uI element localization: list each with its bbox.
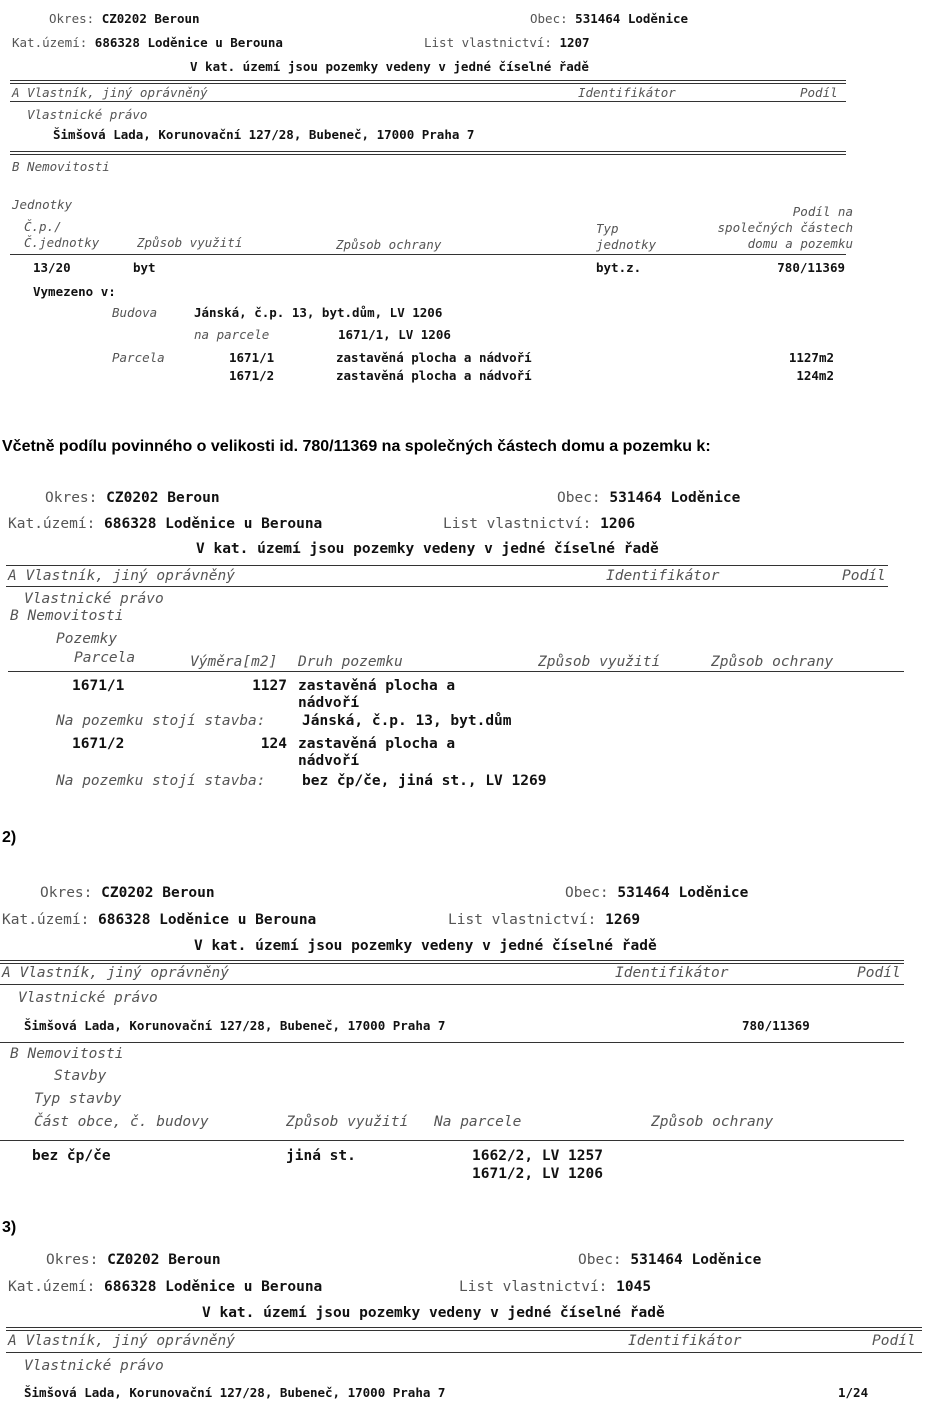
druh-header: Druh pozemku (298, 654, 403, 670)
vlastnicke-pravo-label: Vlastnické právo (24, 591, 164, 607)
parcel-id: 1671/2 (72, 736, 125, 752)
obec-value: 531464 Loděnice (617, 885, 749, 901)
section-a-heading: A Vlastník, jiný oprávněný (8, 1333, 235, 1349)
section-b-heading: B Nemovitosti (12, 159, 110, 174)
vlastnicke-pravo-label: Vlastnické právo (18, 990, 158, 1006)
stavba-value: Jánská, č.p. 13, byt.dům (302, 713, 512, 729)
divider (6, 1352, 922, 1353)
parcel-area: 1127 (252, 678, 287, 694)
stavba-label: Na pozemku stojí stavba: (56, 713, 266, 729)
cadastre-title: V kat. území jsou pozemky vedeny v jedné číselné řadě (190, 59, 589, 74)
unit-type: byt.z. (596, 260, 642, 275)
owner-name: Šimšová Lada, Korunovační 127/28, Bubeneč, 17000 Praha 7 (24, 1385, 446, 1400)
spolecnych-header: společných částech (717, 220, 853, 235)
katuzemi-value: 686328 Loděnice u Berouna (98, 912, 317, 928)
cadastre-title: V kat. území jsou pozemky vedeny v jedné číselné řadě (194, 938, 657, 954)
obec-value: 531464 Loděnice (575, 11, 689, 26)
zpusob-ochrany-header: Způsob ochrany (711, 654, 834, 670)
divider (0, 1042, 904, 1043)
divider (0, 1140, 904, 1141)
parcel-area: 124m2 (796, 368, 834, 383)
unit-use: byt (133, 260, 156, 275)
lv-label: List vlastnictví: (443, 516, 592, 532)
typ-stavby-label: Typ stavby (34, 1091, 122, 1107)
section-a-heading: A Vlastník, jiný oprávněný (12, 85, 208, 100)
lv-value: 1269 (605, 912, 641, 928)
budova-value: Jánská, č.p. 13, byt.dům, LV 1206 (194, 305, 443, 320)
zpusob-ochrany-header: Způsob ochrany (336, 237, 442, 252)
divider (10, 80, 846, 84)
identifikator-header: Identifikátor (615, 965, 729, 981)
obec-label: Obec: (557, 490, 601, 506)
parcela-header: Parcela (74, 650, 136, 666)
divider (6, 565, 888, 566)
divider (8, 671, 904, 672)
obec-label: Obec: (578, 1252, 622, 1268)
lv-label: List vlastnictví: (448, 912, 597, 928)
owner-share: 780/11369 (742, 1018, 810, 1033)
cadastre-title: V kat. území jsou pozemky vedeny v jedné číselné řadě (196, 541, 659, 557)
zpusob-vyuziti-header: Způsob využití (137, 235, 243, 250)
lv-label: List vlastnictví: (424, 35, 552, 50)
pozemky-label: Pozemky (56, 631, 118, 647)
parcel-area: 124 (260, 736, 287, 752)
parcel-id: 1671/1 (229, 350, 275, 365)
section-b-heading: B Nemovitosti (10, 608, 124, 624)
divider (10, 151, 846, 155)
obec-value: 531464 Loděnice (630, 1252, 762, 1268)
okres-value: CZ0202 Beroun (106, 490, 220, 506)
jednotky-label: Jednotky (12, 197, 73, 212)
vlastnicke-pravo-label: Vlastnické právo (27, 107, 148, 122)
katuzemi-label: Kat.území: (12, 35, 88, 50)
divider (10, 254, 846, 255)
divider (10, 101, 846, 102)
na-parcele-label: na parcele (194, 327, 270, 342)
stavba-label: Na pozemku stojí stavba: (56, 773, 266, 789)
na-parcele-value: 1671/1, LV 1206 (338, 327, 451, 342)
parcel-id: 1671/1 (72, 678, 125, 694)
lv-label: List vlastnictví: (459, 1279, 608, 1295)
katuzemi-label: Kat.území: (8, 516, 96, 532)
cast-obce-header: Část obce, č. budovy (34, 1114, 209, 1130)
vymera-header: Výměra[m2] (190, 654, 278, 670)
zpusob-ochrany-header: Způsob ochrany (651, 1114, 774, 1130)
section-3-heading: 3) (2, 1219, 17, 1236)
katuzemi-value: 686328 Loděnice u Berouna (94, 35, 283, 50)
owner-name: Šimšová Lada, Korunovační 127/28, Bubeneč, 17000 Praha 7 (53, 127, 475, 142)
podil-na-header: Podíl na (792, 204, 853, 219)
divider (6, 1327, 922, 1331)
typ-header: Typ (596, 221, 619, 236)
lv-value: 1206 (600, 516, 636, 532)
lv-value: 1045 (616, 1279, 652, 1295)
building-parcel: 1662/2, LV 1257 (472, 1148, 603, 1164)
unit-share: 780/11369 (777, 260, 845, 275)
vlastnicke-pravo-label: Vlastnické právo (24, 1358, 164, 1374)
na-parcele-header: Na parcele (434, 1114, 522, 1130)
zpusob-vyuziti-header: Způsob využití (538, 654, 661, 670)
obec-value: 531464 Loděnice (609, 490, 741, 506)
owner-share: 1/24 (838, 1385, 869, 1400)
parcela-label: Parcela (112, 350, 165, 365)
parcel-type-cont: nádvoří (298, 695, 360, 711)
section-b-heading: B Nemovitosti (10, 1046, 124, 1062)
owner-name: Šimšová Lada, Korunovační 127/28, Bubeneč, 17000 Praha 7 (24, 1018, 446, 1033)
okres-value: CZ0202 Beroun (107, 1252, 221, 1268)
vymezeno-label: Vymezeno v: (33, 284, 116, 299)
budova-label: Budova (112, 305, 158, 320)
zpusob-vyuziti-header: Způsob využití (286, 1114, 409, 1130)
section-2-heading: 2) (2, 829, 17, 846)
cjednotky-header: Č.jednotky (24, 235, 100, 250)
divider (0, 960, 904, 964)
lv-value: 1207 (559, 35, 590, 50)
cadastre-title: V kat. území jsou pozemky vedeny v jedné číselné řadě (202, 1305, 665, 1321)
okres-label: Okres: (40, 885, 93, 901)
identifikator-header: Identifikátor (578, 85, 676, 100)
parcel-type-cont: nádvoří (298, 753, 360, 769)
building-id: bez čp/če (32, 1148, 111, 1164)
podil-header: Podíl (872, 1333, 916, 1349)
parcel-type: zastavěná plocha a (298, 678, 456, 694)
okres-value: CZ0202 Beroun (101, 11, 200, 26)
obec-label: Obec: (565, 885, 609, 901)
cp-header: Č.p./ (24, 219, 62, 234)
section-a-heading: A Vlastník, jiný oprávněný (2, 965, 229, 981)
divider (6, 586, 888, 587)
building-parcel: 1671/2, LV 1206 (472, 1166, 603, 1182)
okres-label: Okres: (45, 490, 98, 506)
building-use: jiná st. (286, 1148, 356, 1164)
parcel-id: 1671/2 (229, 368, 275, 383)
share-note: Včetně podílu povinného o velikosti id. 780/11369 na společných částech domu a pozemku k: (2, 438, 711, 455)
obec-label: Obec: (530, 11, 568, 26)
okres-value: CZ0202 Beroun (101, 885, 215, 901)
jednotky-type-header: jednotky (596, 237, 657, 252)
stavba-value: bez čp/če, jiná st., LV 1269 (302, 773, 547, 789)
parcel-type: zastavěná plocha a (298, 736, 456, 752)
section-a-heading: A Vlastník, jiný oprávněný (8, 568, 235, 584)
parcel-area: 1127m2 (788, 350, 834, 365)
parcel-type: zastavěná plocha a nádvoří (336, 368, 532, 383)
podil-header: Podíl (857, 965, 901, 981)
okres-label: Okres: (46, 1252, 99, 1268)
stavby-label: Stavby (54, 1068, 107, 1084)
katuzemi-label: Kat.území: (8, 1279, 96, 1295)
katuzemi-label: Kat.území: (2, 912, 90, 928)
katuzemi-value: 686328 Loděnice u Berouna (104, 1279, 323, 1295)
identifikator-header: Identifikátor (606, 568, 720, 584)
podil-header: Podíl (842, 568, 886, 584)
katuzemi-value: 686328 Loděnice u Berouna (104, 516, 323, 532)
domu-pozemku-header: domu a pozemku (747, 236, 853, 251)
identifikator-header: Identifikátor (628, 1333, 742, 1349)
divider (0, 984, 904, 985)
okres-label: Okres: (49, 11, 95, 26)
podil-header: Podíl (800, 85, 838, 100)
parcel-type: zastavěná plocha a nádvoří (336, 350, 532, 365)
unit-cp: 13/20 (33, 260, 71, 275)
